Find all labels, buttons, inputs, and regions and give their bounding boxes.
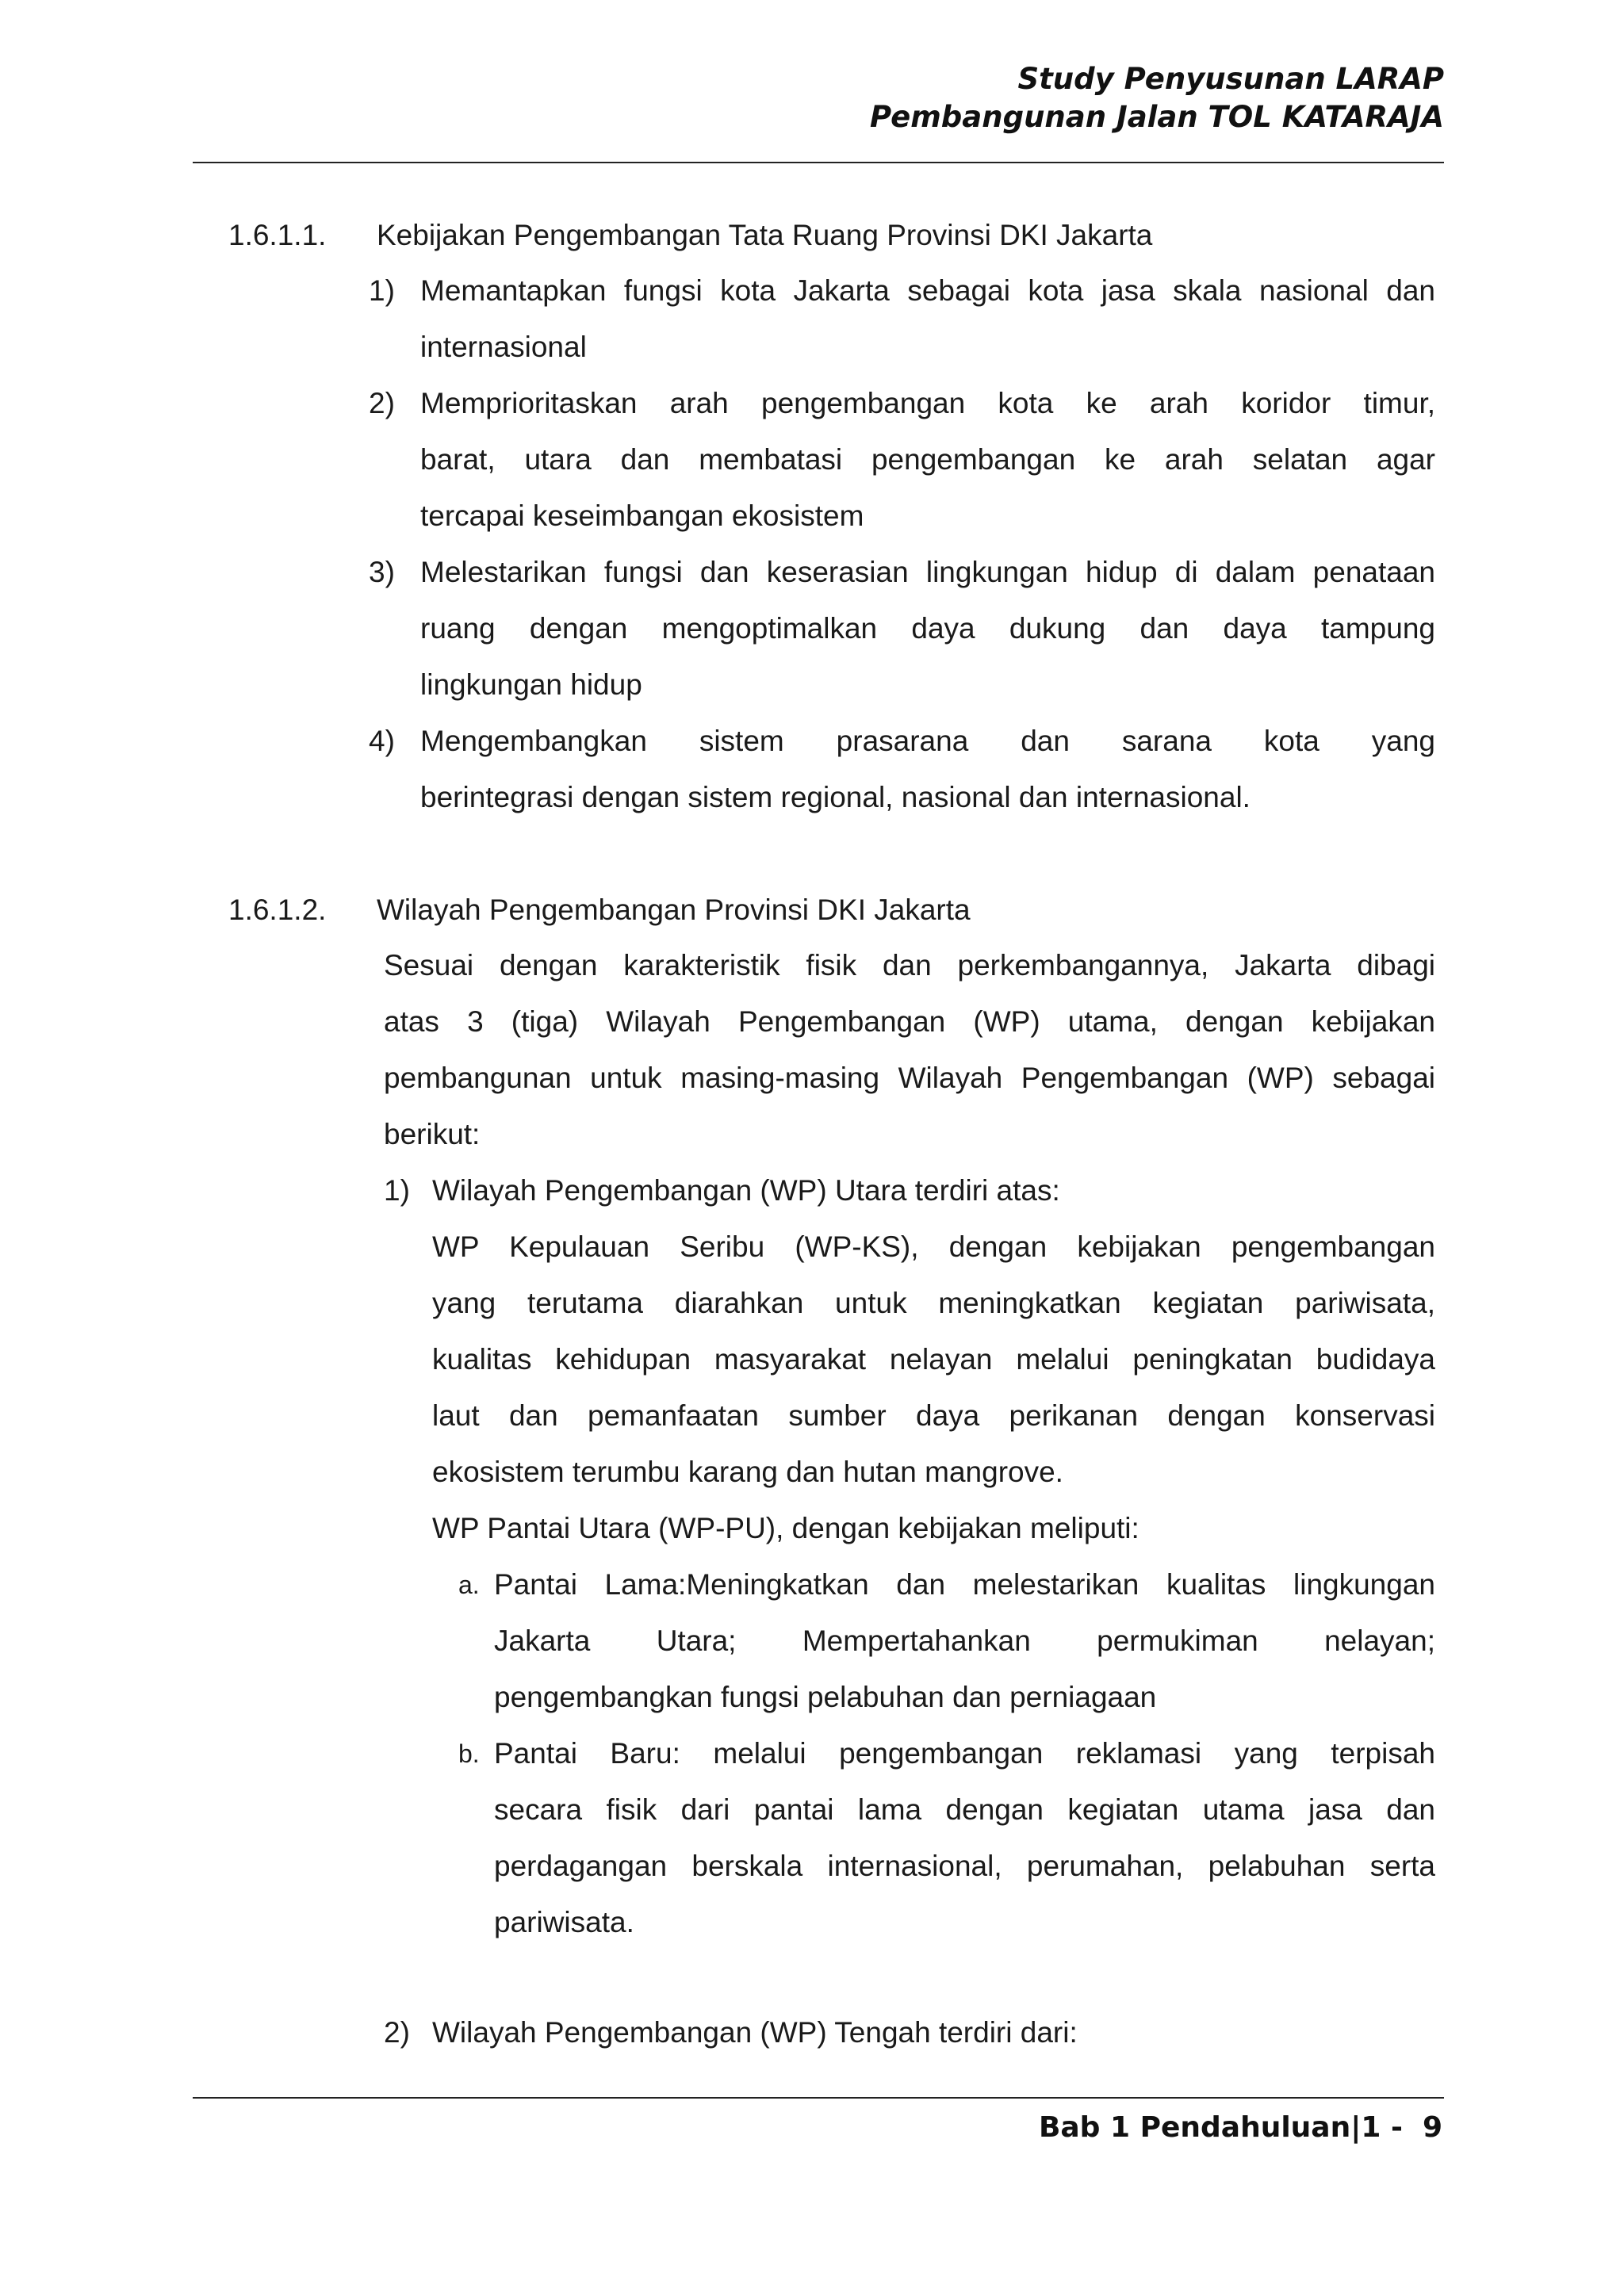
paragraph-line: atas 3 (tiga) Wilayah Pengembangan (WP) utama, dengan kebijakan <box>384 1005 1435 1038</box>
list-marker: 4) <box>369 725 395 757</box>
list-item-line: tercapai keseimbangan ekosistem <box>420 499 864 532</box>
paragraph-line: kualitas kehidupan masyarakat nelayan melalui peningkatan budidaya <box>432 1343 1435 1376</box>
header-divider <box>193 162 1444 163</box>
header-title: Study Penyusunan LARAP <box>1017 62 1444 96</box>
sublist-item-line: pariwisata. <box>494 1906 634 1938</box>
paragraph-line: laut dan pemanfaatan sumber daya perikanan dengan konservasi <box>432 1399 1435 1432</box>
sublist-marker: b. <box>458 1739 480 1768</box>
page-footer: Bab 1 Pendahuluan|1 - 9 <box>1038 2111 1442 2144</box>
paragraph-line: yang terutama diarahkan untuk meningkatkan kegiatan pariwisata, <box>432 1287 1435 1319</box>
list-item-heading: Wilayah Pengembangan (WP) Tengah terdiri dari: <box>432 2016 1078 2049</box>
sublist-item-line: Pantai Lama:Meningkatkan dan melestarikan kualitas lingkungan <box>494 1568 1435 1601</box>
list-marker: 2) <box>369 387 395 419</box>
list-item-line: Memprioritaskan arah pengembangan kota ke arah koridor timur, <box>420 387 1435 419</box>
sublist-marker: a. <box>458 1571 480 1599</box>
list-marker: 1) <box>369 274 395 307</box>
list-item-line: lingkungan hidup <box>420 668 642 701</box>
sublist-item-line: pengembangkan fungsi pelabuhan dan perniagaan <box>494 1681 1157 1713</box>
list-item-line: Melestarikan fungsi dan keserasian lingkungan hidup di dalam penataan <box>420 556 1435 588</box>
list-item-heading: Wilayah Pengembangan (WP) Utara terdiri atas: <box>432 1174 1060 1207</box>
paragraph-line: WP Kepulauan Seribu (WP-KS), dengan kebijakan pengembangan <box>432 1230 1435 1263</box>
list-item-line: internasional <box>420 331 587 363</box>
list-marker: 1) <box>384 1174 410 1207</box>
list-item-line: barat, utara dan membatasi pengembangan ke arah selatan agar <box>420 443 1435 476</box>
paragraph-line: pembangunan untuk masing-masing Wilayah Pengembangan (WP) sebagai <box>384 1062 1435 1094</box>
list-marker: 2) <box>384 2016 410 2049</box>
section-number: 1.6.1.2. <box>228 894 327 926</box>
section-title: Kebijakan Pengembangan Tata Ruang Provinsi DKI Jakarta <box>377 219 1153 251</box>
paragraph-line: Sesuai dengan karakteristik fisik dan perkembangannya, Jakarta dibagi <box>384 949 1435 982</box>
sublist-item-line: Pantai Baru: melalui pengembangan reklamasi yang terpisah <box>494 1737 1435 1770</box>
paragraph-line: WP Pantai Utara (WP-PU), dengan kebijakan meliputi: <box>432 1512 1139 1544</box>
sublist-item-line: perdagangan berskala internasional, perumahan, pelabuhan serta <box>494 1850 1435 1882</box>
list-item-line: Memantapkan fungsi kota Jakarta sebagai kota jasa skala nasional dan <box>420 274 1435 307</box>
list-item-line: ruang dengan mengoptimalkan daya dukung dan daya tampung <box>420 612 1435 645</box>
header-subtitle: Pembangunan Jalan TOL KATARAJA <box>870 100 1444 134</box>
paragraph-line: ekosistem terumbu karang dan hutan mangrove. <box>432 1456 1063 1488</box>
section-number: 1.6.1.1. <box>228 219 327 251</box>
paragraph-line: berikut: <box>384 1118 481 1150</box>
list-item-line: berintegrasi dengan sistem regional, nasional dan internasional. <box>420 781 1251 813</box>
list-marker: 3) <box>369 556 395 588</box>
sublist-item-line: secara fisik dari pantai lama dengan kegiatan utama jasa dan <box>494 1793 1435 1826</box>
section-title: Wilayah Pengembangan Provinsi DKI Jakarta <box>377 894 971 926</box>
sublist-item-line: Jakarta Utara; Mempertahankan permukiman nelayan; <box>494 1624 1435 1657</box>
list-item-line: Mengembangkan sistem prasarana dan sarana kota yang <box>420 725 1435 757</box>
footer-divider <box>193 2097 1444 2099</box>
